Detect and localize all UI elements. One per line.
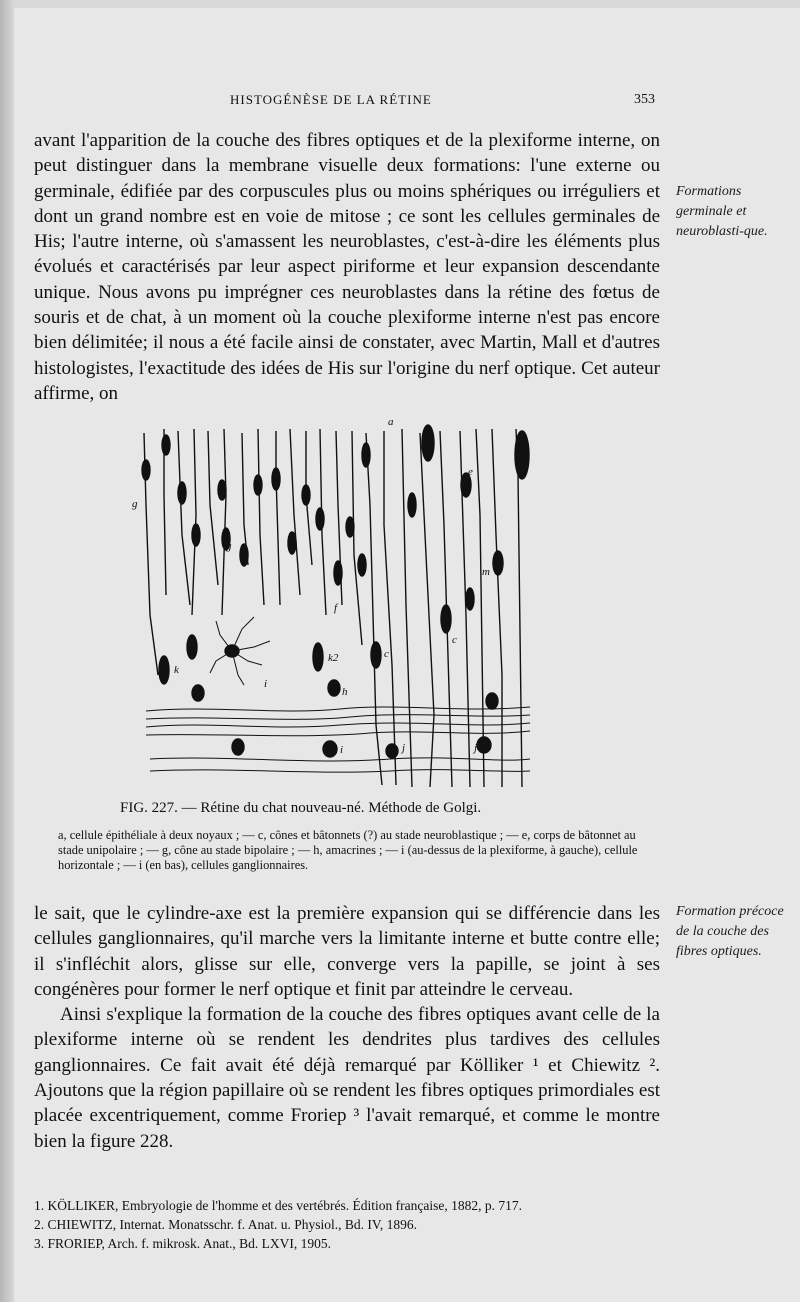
figure-label: g bbox=[226, 540, 232, 552]
paragraph-3: Ainsi s'explique la formation de la couche des fibres optiques avant celle de la plexiforme interne où se rendent les dendrites plus tardives des cellules ganglionnaires. Ce fait avait été déjà remarqué par Kölliker ¹ et Chiewitz ². Ajoutons que la région papillaire où se rendent les fibres optiques primordiales est placée excentriquement, comme Froriep ³ l'avait remarqué, et comme le montre bien la figure 228. bbox=[34, 1004, 660, 1152]
figure-label: f bbox=[334, 602, 338, 614]
body-text-block-1 bbox=[34, 128, 660, 406]
running-title: HISTOGÉNÈSE DE LA RÉTINE bbox=[230, 92, 432, 107]
figure-label: m bbox=[482, 566, 490, 578]
page-number: 353 bbox=[634, 92, 655, 107]
figure-label: k2 bbox=[328, 652, 339, 664]
figure-label: k bbox=[174, 664, 179, 676]
footnotes bbox=[34, 1196, 660, 1253]
footnote-2: 2. CHIEWITZ, Internat. Monatsschr. f. Anat. u. Physiol., Bd. IV, 1896. bbox=[34, 1217, 417, 1232]
footnote-1: 1. KÖLLIKER, Embryologie de l'homme et des vertébrés. Édition française, 1882, p. 717. bbox=[34, 1198, 522, 1213]
paragraph-1: avant l'apparition de la couche des fibres optiques et de la plexiforme interne, on peut distinguer dans la membrane visuelle deux formations: l'une externe ou germinale, édifiée par des corpuscules plus ou moins sphériques ou irréguliers et dont un grand nombre est en voie de mitose ; ce sont les cellules germinales de His; l'autre interne, où s'amassent les neuroblastes, c'est-à-dire les éléments plus évolués et caractérisés par leur aspect piriforme et leur expansion descendante unique. Nous avons pu imprégner ces neuroblastes dans la rétine des fœtus de souris et de chat, à un moment où la couche plexiforme interne n'est pas encore bien délimitée; il nous a été facile ainsi de constater, avec Martin, Mall et d'autres histologistes, l'exactitude des idées de His sur l'origine du nerf optique. Cet auteur affirme, on bbox=[34, 130, 660, 404]
figure-label: c bbox=[452, 634, 457, 646]
retina-figure bbox=[130, 415, 540, 787]
figure-legend: a, cellule épithéliale à deux noyaux ; — c, cônes et bâtonnets (?) au stade neuroblastique ; — e, corps de bâtonnet au stade unipolaire ; — g, cône au stade bipolaire ; — h, amacrines ; — i (au-dessus de la plexiforme, à gauche), cellule horizontale ; — i (en bas), cellules ganglionnaires. bbox=[58, 828, 638, 872]
margin-note-formation-precoce: Formation précoce de la couche des fibres optiques. bbox=[676, 904, 784, 959]
figure-caption: FIG. 227. — Rétine du chat nouveau-né. Méthode de Golgi. bbox=[120, 800, 482, 816]
figure-label: h bbox=[342, 686, 348, 698]
figure-label: i bbox=[264, 678, 268, 690]
figure-label: i bbox=[340, 744, 344, 756]
footnote-3: 3. FRORIEP, Arch. f. mikrosk. Anat., Bd. LXVI, 1905. bbox=[34, 1236, 331, 1251]
margin-note-formations: Formations germinale et neuroblasti-que. bbox=[676, 184, 768, 239]
figure-label: c bbox=[384, 648, 389, 660]
figure-label: g bbox=[132, 498, 138, 510]
figure-label: a bbox=[388, 416, 394, 428]
paragraph-2: le sait, que le cylindre-axe est la première expansion qui se différencie dans les cellules ganglionnaires, qu'il marche vers la limitante interne et butte contre elle; il s'infléchit alors, glisse sur elle, converge vers la papille, se joint à ses congénères pour former le nerf optique et finit par atteindre le cerveau. bbox=[34, 903, 660, 1000]
figure-label: e bbox=[468, 466, 473, 478]
page-edge-shadow bbox=[0, 0, 14, 1302]
figure-label: j bbox=[402, 742, 406, 754]
figure-label: j bbox=[474, 742, 478, 754]
body-text-block-2 bbox=[34, 901, 660, 1154]
